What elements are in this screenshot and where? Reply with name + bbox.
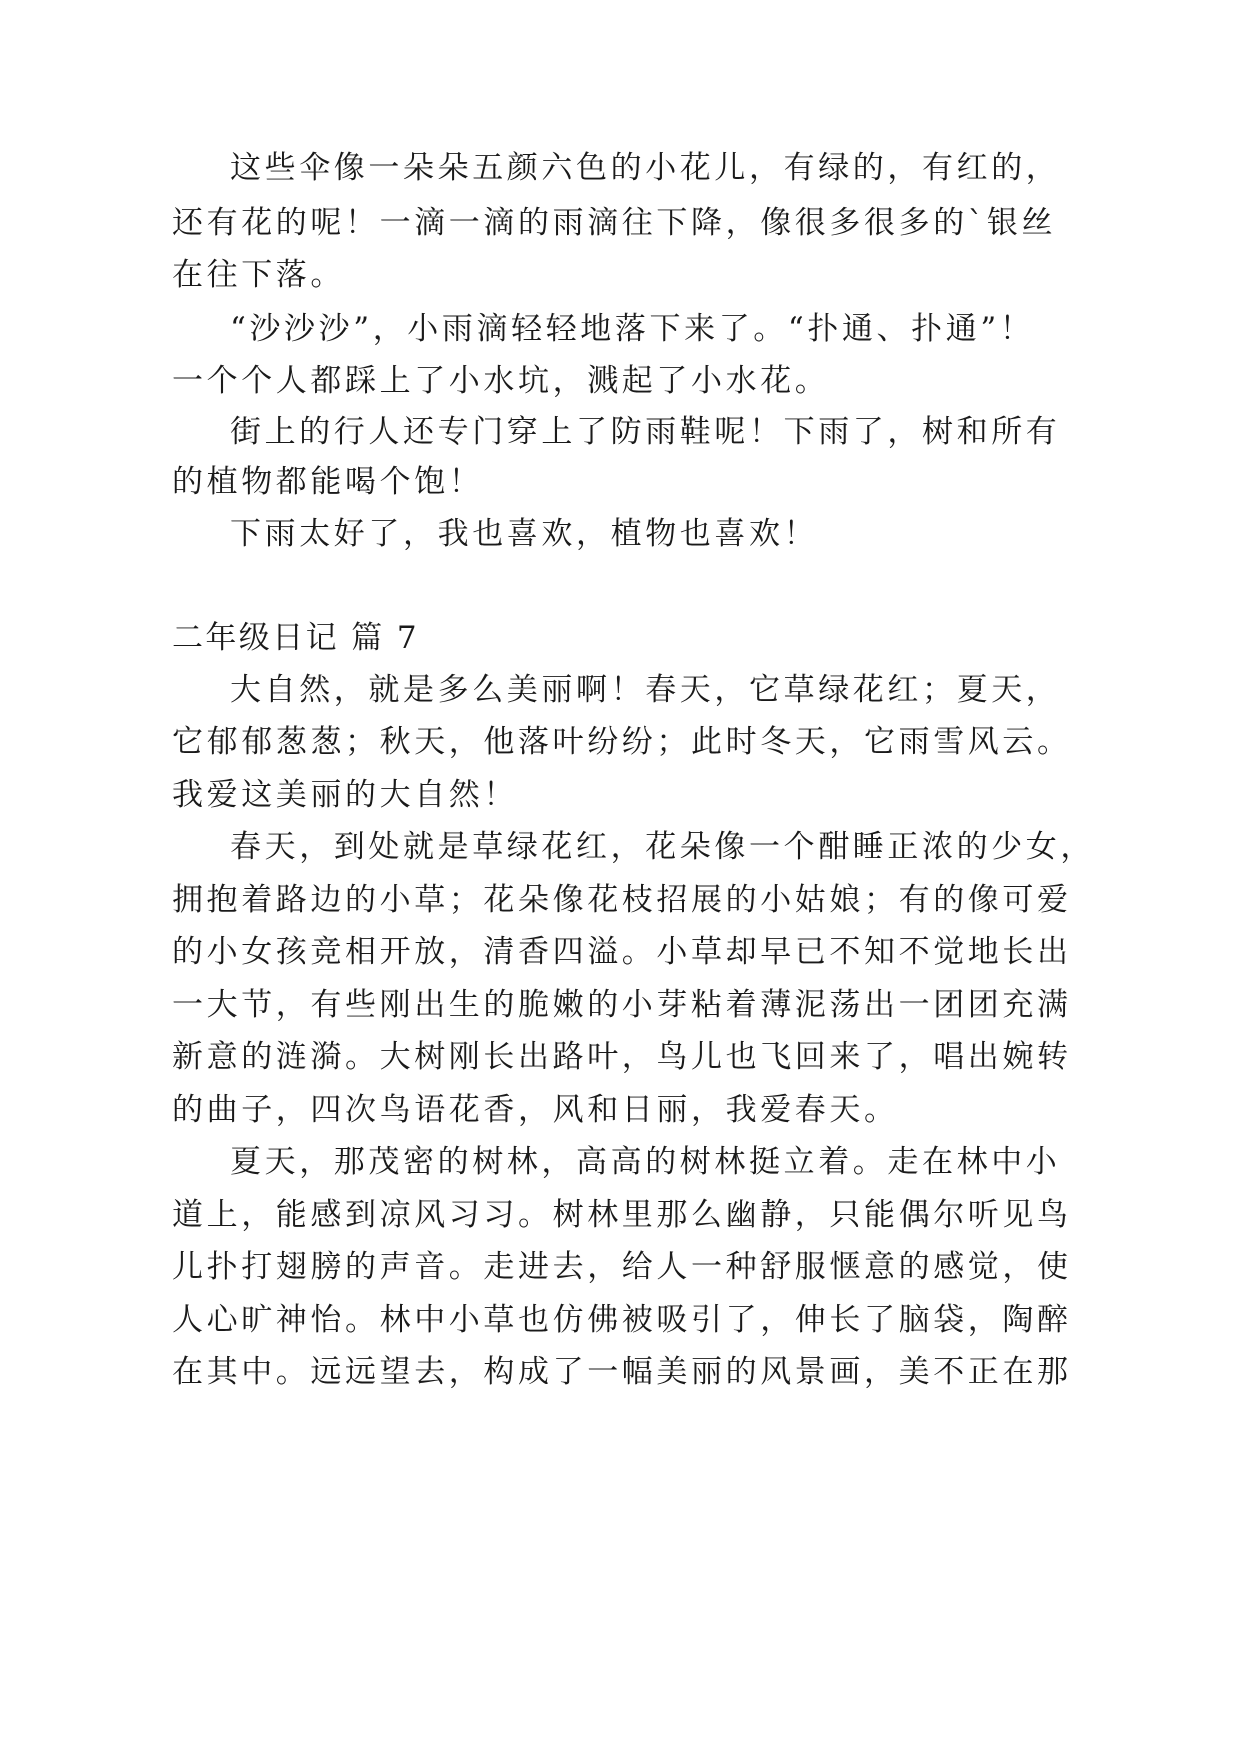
- section-heading: 二年级日记 篇 7: [172, 620, 420, 656]
- paragraph-line: 下雨太好了，我也喜欢，植物也喜欢！: [230, 516, 819, 552]
- paragraph-line: 街上的行人还专门穿上了防雨鞋呢！下雨了，树和所有: [230, 414, 1061, 450]
- paragraph-line: 大自然，就是多么美丽啊！春天，它草绿花红；夏天，: [230, 672, 1061, 708]
- paragraph-line: 人心旷神怡。林中小草也仿佛被吸引了，伸长了脑袋，陶醉: [172, 1302, 1072, 1338]
- paragraph-line: 拥抱着路边的小草；花朵像花枝招展的小姑娘；有的像可爱: [172, 882, 1072, 918]
- paragraph-line: 新意的涟漪。大树刚长出路叶，鸟儿也飞回来了，唱出婉转: [172, 1039, 1072, 1075]
- paragraph-line: 我爱这美丽的大自然！: [172, 777, 518, 813]
- paragraph-line: 一个个人都踩上了小水坑，溅起了小水花。: [172, 363, 830, 399]
- paragraph-line: 在其中。远远望去，构成了一幅美丽的风景画，美不正在那: [172, 1354, 1072, 1390]
- paragraph-line: 一大节，有些刚出生的脆嫩的小芽粘着薄泥荡出一团团充满: [172, 987, 1072, 1023]
- paragraph-line: 还有花的呢！一滴一滴的雨滴往下降，像很多很多的`银丝: [172, 205, 1057, 241]
- paragraph-line: 夏天，那茂密的树林，高高的树林挺立着。走在林中小: [230, 1144, 1061, 1180]
- paragraph-line: 的小女孩竞相开放，清香四溢。小草却早已不知不觉地长出: [172, 934, 1072, 970]
- paragraph-line: 在往下落。: [172, 257, 345, 293]
- paragraph-line: 道上，能感到凉风习习。树林里那么幽静，只能偶尔听见鸟: [172, 1197, 1072, 1233]
- paragraph-line: 它郁郁葱葱；秋天，他落叶纷纷；此时冬天，它雨雪风云。: [172, 724, 1072, 760]
- paragraph-line: 这些伞像一朵朵五颜六色的小花儿，有绿的，有红的，: [230, 150, 1061, 186]
- paragraph-line: 的植物都能喝个饱！: [172, 464, 484, 500]
- paragraph-line: “沙沙沙”，小雨滴轻轻地落下来了。“扑通、扑通”！: [230, 311, 1035, 347]
- paragraph-line: 儿扑打翅膀的声音。走进去，给人一种舒服惬意的感觉，使: [172, 1249, 1072, 1285]
- paragraph-line: 的曲子，四次鸟语花香，风和日丽，我爱春天。: [172, 1092, 899, 1128]
- paragraph-line: 春天，到处就是草绿花红，花朵像一个酣睡正浓的少女，: [230, 829, 1095, 865]
